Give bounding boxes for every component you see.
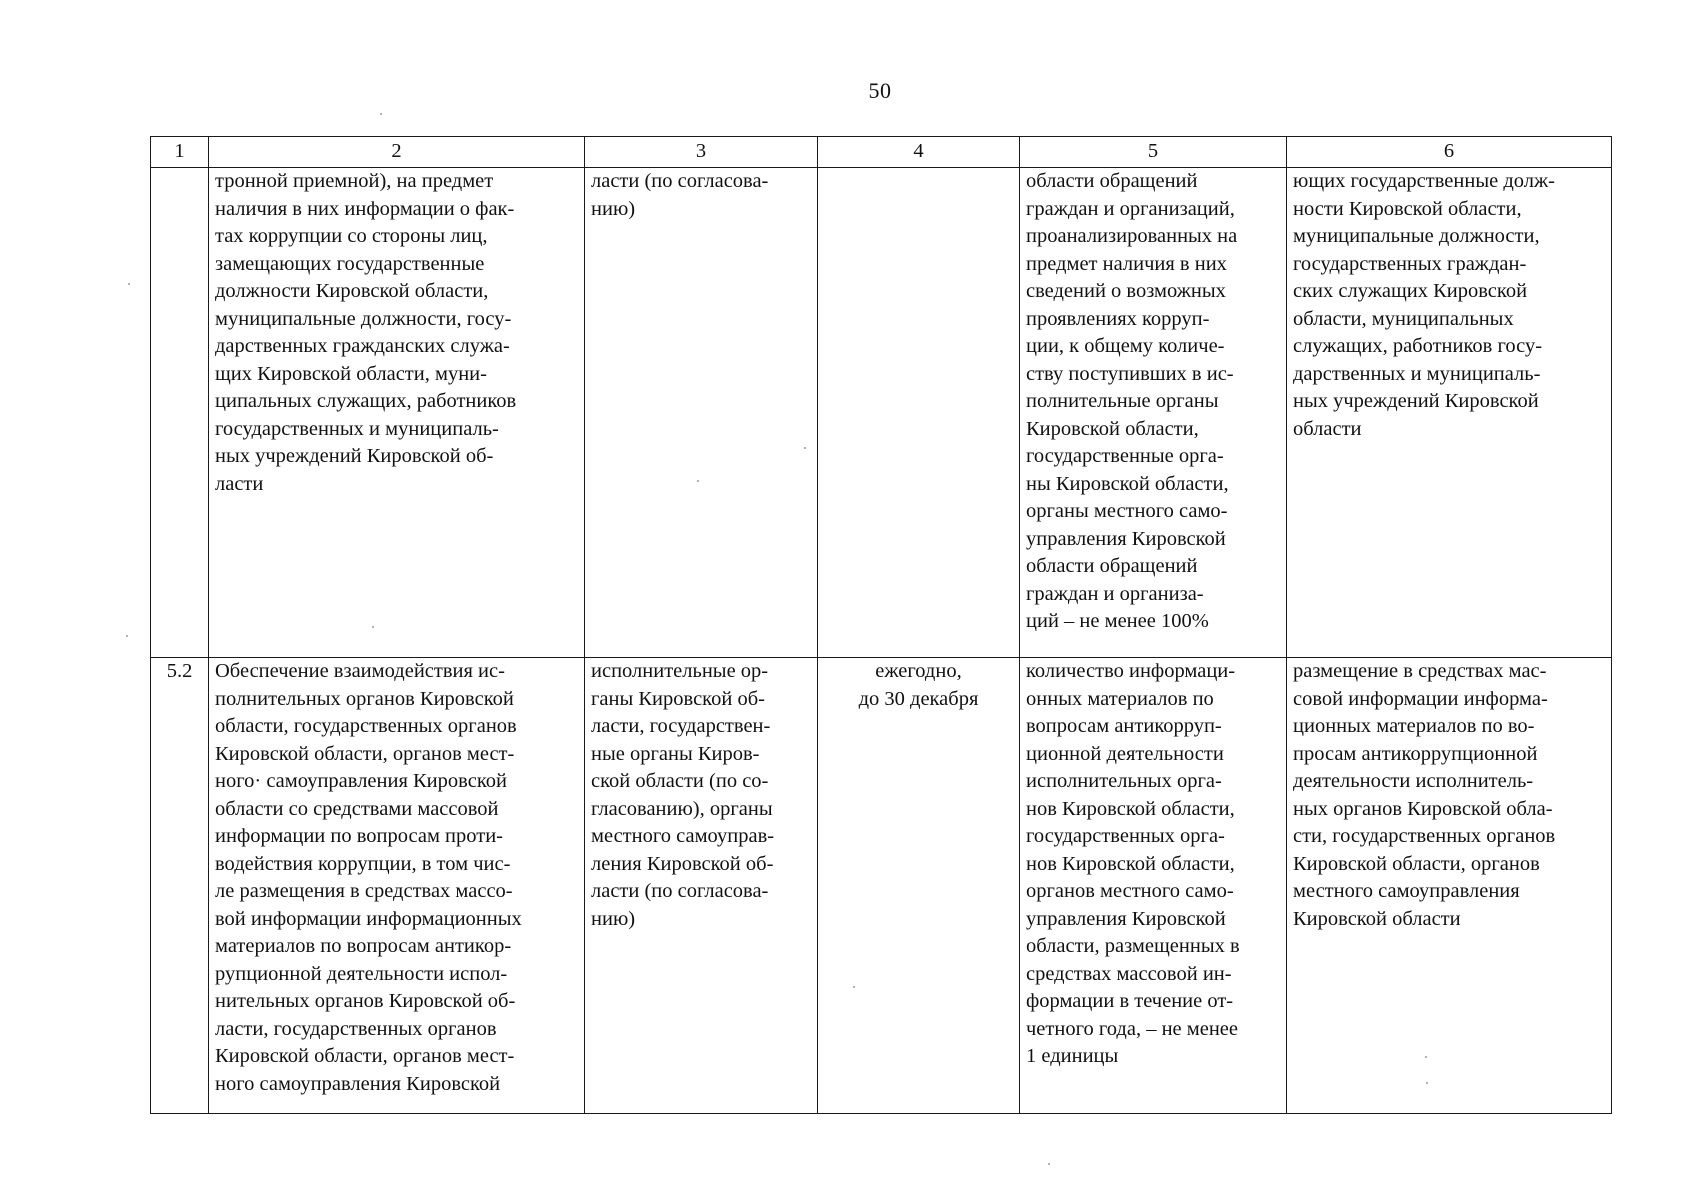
column-header-4: 4 [818,137,1020,168]
indicator-text-line: граждан и организаций, [1026,197,1235,220]
measure-text-line: вой информации информационных [215,907,522,930]
measure-text-line: материалов по вопросам антикор- [215,935,512,957]
scan-speck [697,480,699,482]
indicator-text-line: нов Кировской области, [1026,852,1235,875]
measure-text-line: нительных органов Кировской об- [215,990,516,1012]
result-cell [1287,168,1612,658]
result-text-line: совой информации информа- [1293,687,1548,710]
indicator-text-line: Кировской области, [1026,417,1199,440]
result-text-line: ных учреждений Кировской [1293,390,1539,412]
result-text-line: дарственных и муниципаль- [1293,362,1541,385]
executors-text-line: ласти, государствен- [591,715,771,737]
indicator-text-line: ству поступивших в ис- [1026,362,1234,385]
result-text-line: Кировской области [1293,907,1461,930]
indicator-text-block [1026,658,1280,1071]
indicator-text-line: исполнительных орга- [1026,770,1222,792]
executors-text-line: ласти (по согласова- [591,880,769,902]
scan-speck [1425,1056,1427,1058]
result-text-line: области, муниципальных [1293,307,1514,330]
indicator-cell [1020,168,1287,658]
measure-text-line: области со средствами массовой [215,797,499,820]
table-header-row [151,137,1612,168]
measure-text-block [215,168,578,498]
executors-text-line: ления Кировской об- [591,852,774,875]
measure-text-line: наличия в них информации о фак- [215,197,515,220]
deadline-text-line: ежегодно, [875,660,962,682]
executors-text-line: ные органы Киров- [591,742,760,765]
result-text-line: сти, государственных органов [1293,825,1556,847]
column-header-5: 5 [1020,137,1287,168]
indicator-text-line: государственных орга- [1026,825,1225,847]
measure-text-line: муниципальные должности, госу- [215,307,512,330]
executors-text-line: нию) [591,197,636,220]
measure-cell [209,658,585,1114]
executors-text-line: нию) [591,907,636,930]
executors-text-line: ской области (по со- [591,770,769,792]
measure-text-line: щих Кировской области, муни- [215,362,487,385]
executors-text-line: исполнительные ор- [591,660,769,682]
measure-text-line: информации по вопросам проти- [215,825,504,847]
result-text-block [1293,658,1605,933]
executors-text-line: ганы Кировской об- [591,687,765,710]
column-header-6: 6 [1287,137,1612,168]
indicator-text-line: ций – не менее 100% [1026,610,1209,632]
indicator-text-line: управления Кировской [1026,907,1226,930]
result-text-line: ности Кировской области, [1293,197,1522,220]
result-text-line: ционных материалов по во- [1293,715,1535,737]
row-number: 5.2 [166,660,193,682]
result-text-line: области [1293,417,1362,440]
result-text-line: государственных граждан- [1293,252,1527,275]
indicator-text-line: количество информаци- [1026,660,1236,682]
deadline-cell [818,658,1020,1114]
executors-text-line: гласованию), органы [591,797,773,820]
measure-text-block [215,658,578,1098]
measure-text-line: области, государственных органов [215,715,517,737]
scan-speck [1426,1082,1428,1084]
measure-text-line: должности Кировской области, [215,280,489,302]
scan-speck [853,986,855,988]
measure-text-line: полнительных органов Кировской [215,687,514,710]
table-row [151,658,1612,1114]
scan-speck [1048,1163,1050,1165]
result-text-line: ных органов Кировской обла- [1293,797,1553,820]
executors-text-block [591,658,811,933]
indicator-text-line: ции, к общему количе- [1026,335,1225,357]
measure-text-line: ласти [215,472,264,495]
scan-speck [128,283,130,285]
measure-text-line: государственных и муниципаль- [215,417,499,440]
result-text-block [1293,168,1605,443]
executors-cell [585,658,818,1114]
indicator-text-line: органов местного само- [1026,880,1234,902]
indicator-text-line: предмет наличия в них [1026,252,1227,275]
indicator-text-line: органы местного само- [1026,500,1228,522]
measure-text-line: ных учреждений Кировской об- [215,445,494,467]
result-text-line: деятельности исполнитель- [1293,770,1534,792]
indicator-text-line: сведений о возможных [1026,280,1226,302]
executors-text-line: ласти (по согласова- [591,170,769,192]
result-text-line: местного самоуправления [1293,880,1520,902]
result-cell [1287,658,1612,1114]
executors-text-line: местного самоуправ- [591,825,775,847]
measure-text-line: Обеспечение взаимодействия ис- [215,660,505,682]
result-text-line: ющих государственные долж- [1293,170,1555,192]
indicator-text-line: ционной деятельности [1026,742,1224,765]
measure-text-line: ласти, государственных органов [215,1017,497,1040]
result-text-line: ских служащих Кировской [1293,280,1528,302]
measure-text-line: тронной приемной), на предмет [215,170,494,192]
indicator-text-line: полнительные органы [1026,390,1219,412]
measure-text-line: ного· самоуправления Кировской [215,770,507,792]
indicator-text-line: онных материалов по [1026,687,1214,710]
deadline-text-block [824,658,1013,713]
indicator-text-line: вопросам антикорруп- [1026,715,1222,737]
indicator-text-line: граждан и организа- [1026,582,1204,605]
column-header-3: 3 [585,137,818,168]
row-number-cell [151,168,209,658]
measure-text-line: Кировской области, органов мест- [215,1045,515,1067]
measure-text-line: ципальных служащих, работников [215,390,517,412]
indicator-text-line: области обращений [1026,555,1198,577]
indicator-text-line: ны Кировской области, [1026,472,1229,495]
scan-speck [804,447,806,449]
scan-speck [372,626,374,628]
indicator-text-line: 1 единицы [1026,1045,1119,1067]
result-text-line: размещение в средствах мас- [1293,660,1547,682]
indicator-cell [1020,658,1287,1114]
measures-table [150,136,1612,1114]
scan-speck [126,635,128,637]
measure-text-line: рупционной деятельности испол- [215,962,508,985]
measure-text-line: дарственных гражданских служа- [215,335,510,357]
result-text-line: муниципальные должности, [1293,225,1540,247]
measure-text-line: водействия коррупции, в том чис- [215,852,511,875]
measure-text-line: Кировской области, органов мест- [215,742,515,765]
page-number: 50 [868,78,892,103]
column-header-2: 2 [209,137,585,168]
table-row [151,168,1612,658]
indicator-text-line: средствах массовой ин- [1026,962,1232,985]
executors-cell [585,168,818,658]
indicator-text-block [1026,168,1280,636]
scan-speck [380,113,382,115]
indicator-text-line: проявлениях корруп- [1026,307,1210,330]
indicator-text-line: проанализированных на [1026,225,1238,247]
measure-text-line: тах коррупции со стороны лиц, [215,225,488,247]
indicator-text-line: управления Кировской [1026,527,1226,550]
measure-text-line: ного самоуправления Кировской [215,1072,501,1095]
indicator-text-line: четного года, – не менее [1026,1017,1239,1040]
indicator-text-line: области, размещенных в [1026,935,1240,957]
executors-text-block [591,168,811,223]
measure-text-line: замещающих государственные [215,252,485,275]
indicator-text-line: нов Кировской области, [1026,797,1235,820]
result-text-line: просам антикоррупционной [1293,742,1538,765]
result-text-line: служащих, работников госу- [1293,335,1543,357]
indicator-text-line: области обращений [1026,170,1198,192]
deadline-text-line: до 30 декабря [858,687,979,710]
measure-cell [209,168,585,658]
row-number-cell [151,658,209,1114]
result-text-line: Кировской области, органов [1293,852,1540,875]
indicator-text-line: государственные орга- [1026,445,1224,467]
column-header-1: 1 [151,137,209,168]
indicator-text-line: формации в течение от- [1026,990,1234,1012]
deadline-cell [818,168,1020,658]
measure-text-line: ле размещения в средствах массо- [215,880,513,902]
